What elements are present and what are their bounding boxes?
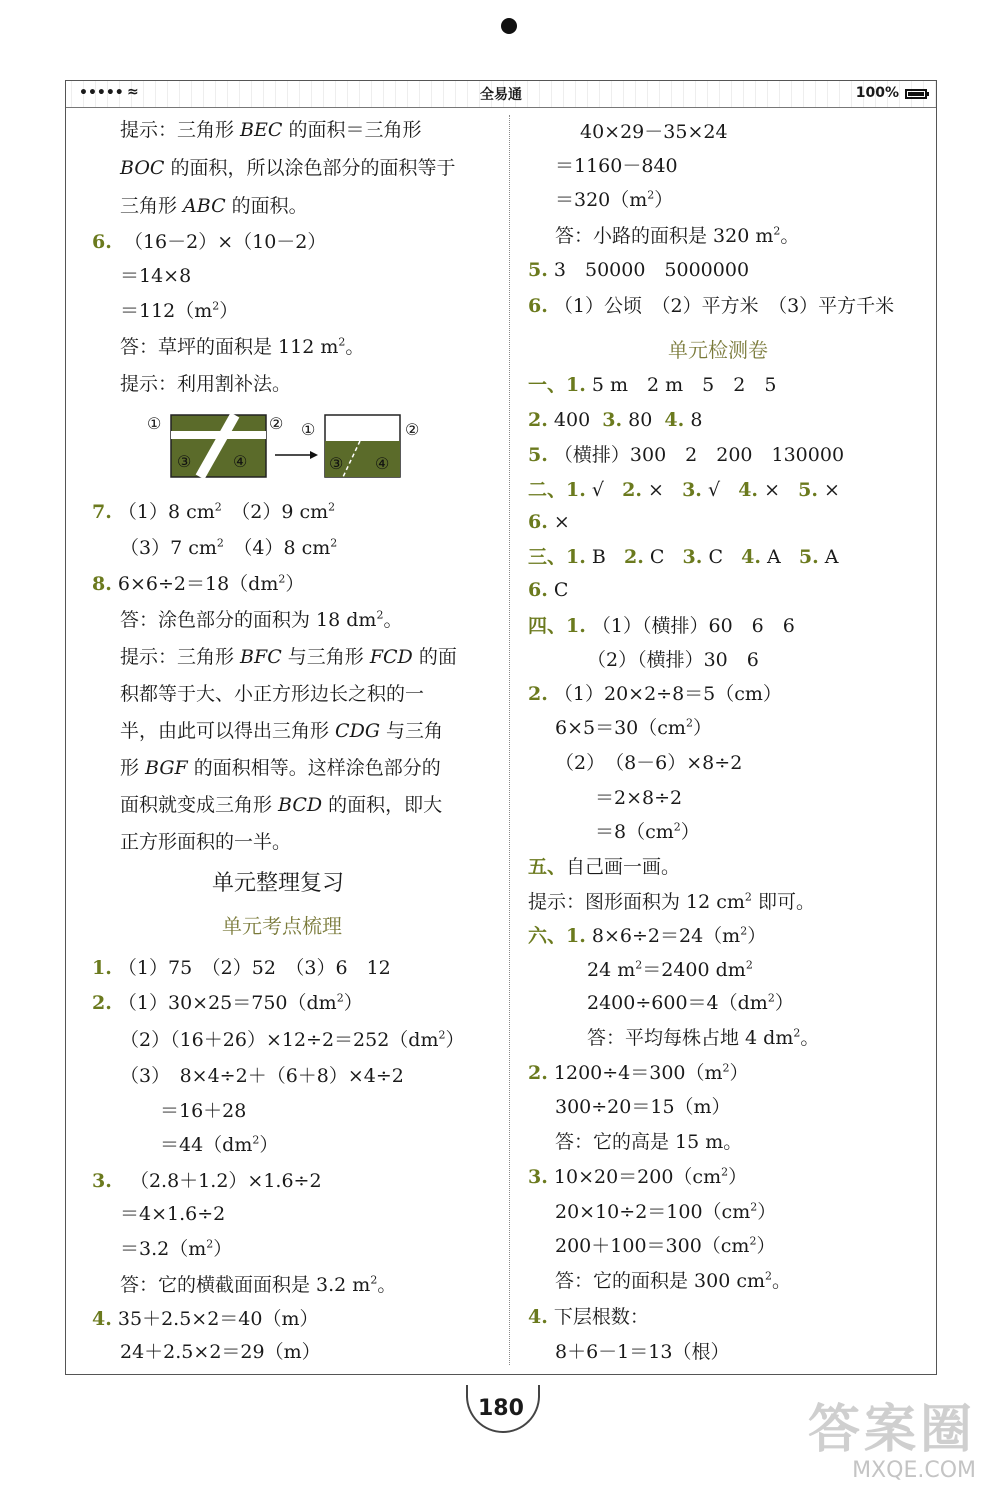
question-8: 8. $6\times 6\div 2=18(dm^2)$ xyxy=(92,572,305,595)
review-2: 2. $(1)30\times 25=750(dm^2)$ xyxy=(92,991,363,1014)
figure-label: ② xyxy=(269,414,284,433)
calc-line: $6\times 5=30(cm^2)$ xyxy=(555,716,712,739)
section-4: 四、1. （1）（横排）60 6 6 xyxy=(528,615,795,637)
figure-label: ③ xyxy=(177,452,192,471)
calc-line: 24＋2.5×2＝29（m） xyxy=(120,1341,321,1363)
calc-line: 24 $m^2=2400$ $dm^2$ xyxy=(587,958,753,981)
figure-label: ④ xyxy=(233,452,248,471)
answer-line: 答：平均每株占地 4 $dm^2$。 xyxy=(587,1026,820,1049)
app-title: 全易通 xyxy=(480,87,522,103)
question-5: 5. 3 50000 5000000 xyxy=(528,259,750,281)
calc-line: $20\times 10\div 2=100(cm^2)$ xyxy=(555,1200,777,1223)
calc-line: $=112(m^2)$ xyxy=(120,299,239,322)
calc-line: $(2)(16+26)\times 12\div 2=252(dm^2)$ xyxy=(120,1028,465,1051)
hint-line: 面积就变成三角形 BCD 的面积，即大 xyxy=(120,794,443,816)
calc-line: $200+100=300(cm^2)$ xyxy=(555,1234,776,1257)
wifi-icon: ≈ xyxy=(127,84,139,100)
answer-line: 答：草坪的面积是 112 $m^2$。 xyxy=(120,335,365,358)
cross-mark-icon: × xyxy=(553,511,570,533)
review-3: 3. （2.8＋1.2）×1.6÷2 xyxy=(92,1170,322,1192)
section-2: 二、1. √ 2. × 3. √ 4. × 5. × xyxy=(528,479,840,501)
calc-line: ＝4×1.6÷2 xyxy=(120,1203,226,1225)
hint-line: 半，由此可以得出三角形 CDG 与三角 xyxy=(120,720,444,742)
page-number: 180 xyxy=(478,1396,524,1421)
calc-line: ＝14×8 xyxy=(120,265,192,287)
figure-label: ② xyxy=(405,420,420,439)
calc-line: $=44(dm^2)$ xyxy=(160,1133,279,1156)
calc-line: （3）7 $cm^2$ （4）8 $cm^2$ xyxy=(120,536,338,559)
figure-label: ① xyxy=(301,420,316,439)
section-1: 一、1. 5 m 2 m 5 2 5 xyxy=(528,374,777,396)
battery-percent: 100% xyxy=(855,85,899,101)
check-mark-icon: √ xyxy=(591,479,604,501)
hint-line: 提示：三角形 BFC 与三角形 FCD 的面 xyxy=(120,646,457,668)
hint-line: 提示：三角形 BEC 的面积＝三角形 xyxy=(120,119,422,141)
cross-mark-icon: × xyxy=(824,479,840,501)
camera-dot xyxy=(501,18,517,34)
section-6-item3: 3. $10\times 20=200(cm^2)$ xyxy=(528,1165,748,1188)
calc-line: $2400\div 600=4(dm^2)$ xyxy=(587,991,794,1014)
calc-line: ＝16＋28 xyxy=(160,1100,247,1122)
hint-line: 正方形面积的一半。 xyxy=(120,831,292,853)
hint-line: 三角形 ABC 的面积。 xyxy=(120,195,308,217)
answer-line: 答：小路的面积是 320 $m^2$。 xyxy=(555,224,800,247)
test-title: 单元检测卷 xyxy=(668,338,768,362)
answer-line: 答：它的面积是 300 $cm^2$。 xyxy=(555,1269,792,1292)
section-5: 五、自己画一画。 xyxy=(528,856,681,878)
column-divider xyxy=(509,115,510,1365)
signal-icon: ••••• xyxy=(79,85,124,101)
review-4: 4. 35＋2.5×2＝40（m） xyxy=(92,1308,319,1330)
watermark-sub: MXQE.COM xyxy=(852,1458,976,1483)
cross-mark-icon: × xyxy=(648,479,664,501)
answer-line: 答：它的高是 15 m。 xyxy=(555,1131,743,1153)
cut-and-fill-figure xyxy=(145,405,445,485)
section-1-item5: 5. （横排）300 2 200 130000 xyxy=(528,444,845,466)
calc-line: （3） 8×4÷2＋（6＋8）×4÷2 xyxy=(120,1065,404,1087)
section-6-item4: 4. 下层根数： xyxy=(528,1306,649,1328)
figure-label: ④ xyxy=(375,454,390,473)
cross-mark-icon: × xyxy=(764,479,780,501)
figure-label: ③ xyxy=(329,454,344,473)
section-3-item6: 6. C xyxy=(528,579,569,601)
section-subtitle: 单元考点梳理 xyxy=(222,914,342,938)
watermark xyxy=(808,1402,976,1483)
section-4-item2: 2. （1）20×2÷8＝5（cm） xyxy=(528,683,782,705)
calc-line: （2）（横排）30 6 xyxy=(587,649,759,671)
section-title: 单元整理复习 xyxy=(212,871,345,896)
section-6-item2: 2. $1200\div 4=300(m^2)$ xyxy=(528,1061,749,1084)
calc-line: $=8(cm^2)$ xyxy=(595,820,700,843)
hint-line: BOC 的面积，所以涂色部分的面积等于 xyxy=(120,157,456,179)
calc-line: $=320(m^2)$ xyxy=(555,188,674,211)
question-7: 7. （1）8 $cm^2$ （2）9 $cm^2$ xyxy=(92,500,336,523)
hint-line: 提示：图形面积为 12 $cm^2$ 即可。 xyxy=(528,890,815,913)
answer-line: 答：它的横截面面积是 3.2 $m^2$。 xyxy=(120,1273,397,1296)
calc-line: （2） （8－6）×8÷2 xyxy=(555,752,743,774)
calc-line: ＝2×8÷2 xyxy=(595,787,683,809)
section-3: 三、1. B 2. C 3. C 4. A 5. A xyxy=(528,546,839,568)
section-6: 六、1. $8\times 6\div 2=24(m^2)$ xyxy=(528,924,767,947)
hint-line: 提示：利用割补法。 xyxy=(120,373,292,395)
figure-label: ① xyxy=(147,414,162,433)
calc-line: 40×29－35×24 xyxy=(580,121,728,143)
check-mark-icon: √ xyxy=(707,479,721,501)
question-6: 6. （16－2）×（10－2） xyxy=(92,231,327,253)
section-1-items: 2. 400 3. 80 4. 8 xyxy=(528,409,703,431)
calc-line: ＝1160－840 xyxy=(555,155,678,177)
question-6: 6. （1）公顷 （2）平方米 （3）平方千米 xyxy=(528,295,895,317)
calc-line: 300÷20＝15（m） xyxy=(555,1096,731,1118)
section-2-item6: 6. × xyxy=(528,511,570,533)
answer-line: 答：涂色部分的面积为 18 $dm^2$。 xyxy=(120,608,403,631)
hint-line: 积都等于大、小正方形边长之积的一 xyxy=(120,683,425,705)
arrow-icon xyxy=(310,451,318,459)
review-1: 1. （1）75 （2）52 （3）6 12 xyxy=(92,957,391,979)
hint-line: 形 BGF 的面积相等。这样涂色部分的 xyxy=(120,757,441,779)
watermark-main: 答案圈 xyxy=(807,1400,976,1460)
calc-line: $=3.2(m^2)$ xyxy=(120,1237,233,1260)
calc-line: 8＋6－1＝13（根） xyxy=(555,1341,730,1363)
